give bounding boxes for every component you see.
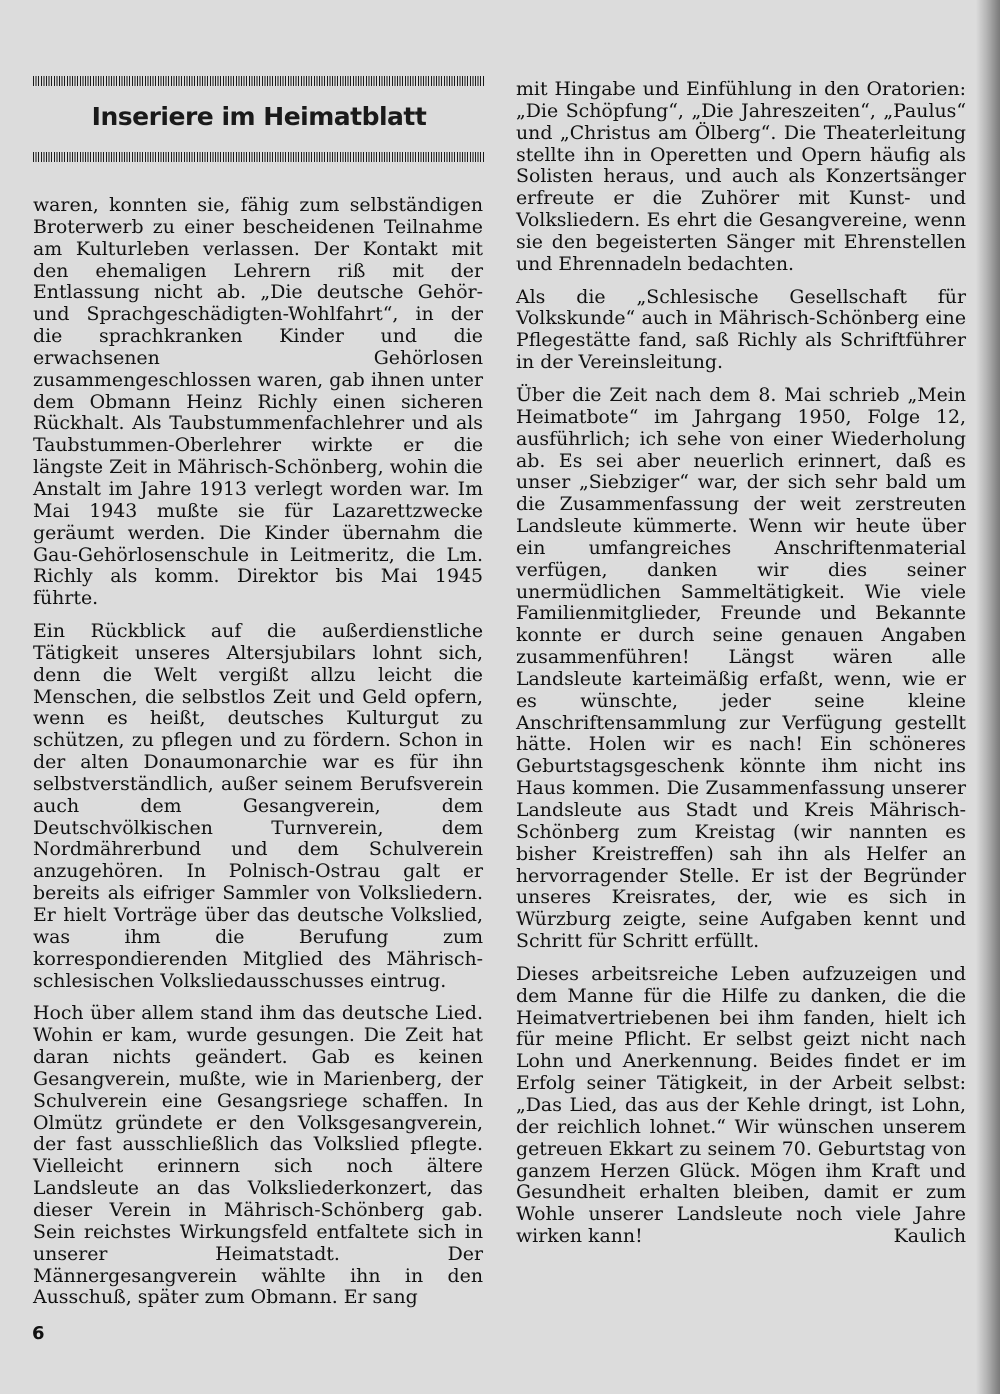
paragraph: mit Hingabe und Einfühlung in den Oratorien: „Die Schöpfung“, „Die Jahreszeiten“, „Paulus“ und „Christus am Ölberg“. Die Theaterleitung stellte ihn in Operetten und Opern häufig als Solisten heraus, und auch als Konzertsänger erfreute er die Zuhörer mit Kunst- und Volksliedern. Es ehrt die Gesangvereine, wenn sie den begeisterten Sänger mit Ehrenstellen und Ehrennadeln bedachten. xyxy=(516,78,966,275)
right-column xyxy=(516,0,966,1248)
paragraph xyxy=(516,964,966,1248)
paragraph: Ein Rückblick auf die außerdienstliche Tätigkeit unseres Altersjubilars lohnt sich, denn die Welt vergißt allzu leicht die Menschen, die selbstlos Zeit und Geld opfern, wenn es heißt, deutsches Kulturgut zu schützen, zu pflegen und zu fördern. Schon in der alten Donaumonarchie war es für ihn selbstverständlich, außer seinem Berufsverein auch dem Gesangverein, dem Deutschvölkischen Turnverein, dem Nordmährerbund und dem Schulverein anzugehören. In Polnisch-Ostrau galt er bereits als eifriger Sammler von Volksliedern. Er hielt Vorträge über das deutsche Volkslied, was ihm die Berufung zum korrespondierenden Mitglied des Mährisch-schlesischen Volksliedausschusses eintrug. xyxy=(33,620,483,992)
paragraph: Hoch über allem stand ihm das deutsche Lied. Wohin er kam, wurde gesungen. Die Zeit hat daran nichts geändert. Gab es keinen Gesangverein, mußte, wie in Marienberg, der Schulverein eine Gesangsriege schaffen. In Olmütz gründete er den Volksgesangverein, der fast ausschließlich das Volkslied pflegte. Vielleicht erinnern sich noch ältere Landsleute an das Volksliederkonzert, das dieser Verein in Mährisch-Schönberg gab. Sein reichstes Wirkungsfeld entfaltete sich in unserer Heimatstadt. Der Männergesangverein wählte ihn in den Ausschuß, später zum Obmann. Er sang xyxy=(33,1002,483,1309)
paragraph: Als die „Schlesische Gesellschaft für Volkskunde“ auch in Mährisch-Schönberg eine Pflegestätte fand, saß Richly als Schriftführer in der Vereinsleitung. xyxy=(516,285,966,374)
page-edge-shadow xyxy=(976,0,1000,1394)
paragraph-text: Dieses arbeitsreiche Leben aufzuzeigen und dem Manne für die Hilfe zu danken, die die Heimatvertriebenen bei ihm fanden, hielt ich für meine Pflicht. Er selbst geizt nicht nach Lohn und Anerkennung. Beides findet er im Erfolg seiner Tätigkeit, in der Arbeit selbst: „Das Lied, das aus der Kehle dringt, ist Lohn, der reichlich lohnet.“ Wir wünschen unserem getreuen Ekkart zu seinem 70. Geburtstag von ganzem Herzen Glück. Mögen ihm Kraft und Gesundheit erhalten bleiben, damit er zum Wohle unserer Landsleute noch viele Jahre wirken kann! xyxy=(516,962,966,1248)
left-column xyxy=(33,0,483,1309)
paragraph: Über die Zeit nach dem 8. Mai schrieb „Mein Heimatbote“ im Jahrgang 1950, Folge 12, ausführlich; ich sehe von einer Wiederholung ab. Es sei aber neuerlich erinnert, daß es unser „Siebziger“ war, der sich sehr bald um die Zusammenfassung der weit zerstreuten Landsleute kümmerte. Wenn wir heute über ein umfangreiches Anschriftenmaterial verfügen, danken wir dies seiner unermüdlichen Sammeltätigkeit. Wie viele Familienmitglieder, Freunde und Bekannte konnte er durch seine genauen Angaben zusammenführen! Längst wären alle Landsleute karteimäßig erfaßt, wenn, wie er es wünschte, jeder seine kleine Anschriftensammlung zur Verfügung gestellt hätte. Holen wir es nach! Ein schöneres Geburtstagsgeschenk könnte ihm nicht ins Haus kommen. Die Zusammenfassung unserer Landsleute aus Stadt und Kreis Mährisch-Schönberg zum Kreistag (wir nannten es bisher Kreistreffen) sah ihn als Helfer an hervorragender Stelle. Er ist der Begründer unseres Kreisrates, der, wie es sich in Würzburg zeigte, seine Aufgaben kennt und Schritt für Schritt erfüllt. xyxy=(516,383,966,953)
advertisement-title: Inseriere im Heimatblatt xyxy=(91,102,427,131)
paragraph: waren, konnten sie, fähig zum selbständigen Broterwerb zu einer bescheidenen Teilnahme am Kulturleben verlassen. Der Kontakt mit den ehemaligen Lehrern riß mit der Entlassung nicht ab. „Die deutsche Gehör- und Sprachgeschädigten-Wohlfahrt“, in der die sprachkranken Kinder und die erwachsenen Gehörlosen zusammengeschlossen waren, gab ihnen unter dem Obmann Heinz Richly einen sicheren Rückhalt. Als Taubstummenfachlehrer und als Taubstummen-Oberlehrer wirkte er die längste Zeit in Mährisch-Schönberg, wohin die Anstalt im Jahre 1913 verlegt worden war. Im Mai 1943 mußte sie für Lazarettzwecke geräumt werden. Die Kinder übernahm die Gau-Gehörlosenschule in Leitmeritz, die Lm. Richly als komm. Direktor bis Mai 1945 führte. xyxy=(33,194,483,610)
author-signature: Kaulich xyxy=(893,1225,966,1248)
page-number: 6 xyxy=(32,1323,45,1344)
